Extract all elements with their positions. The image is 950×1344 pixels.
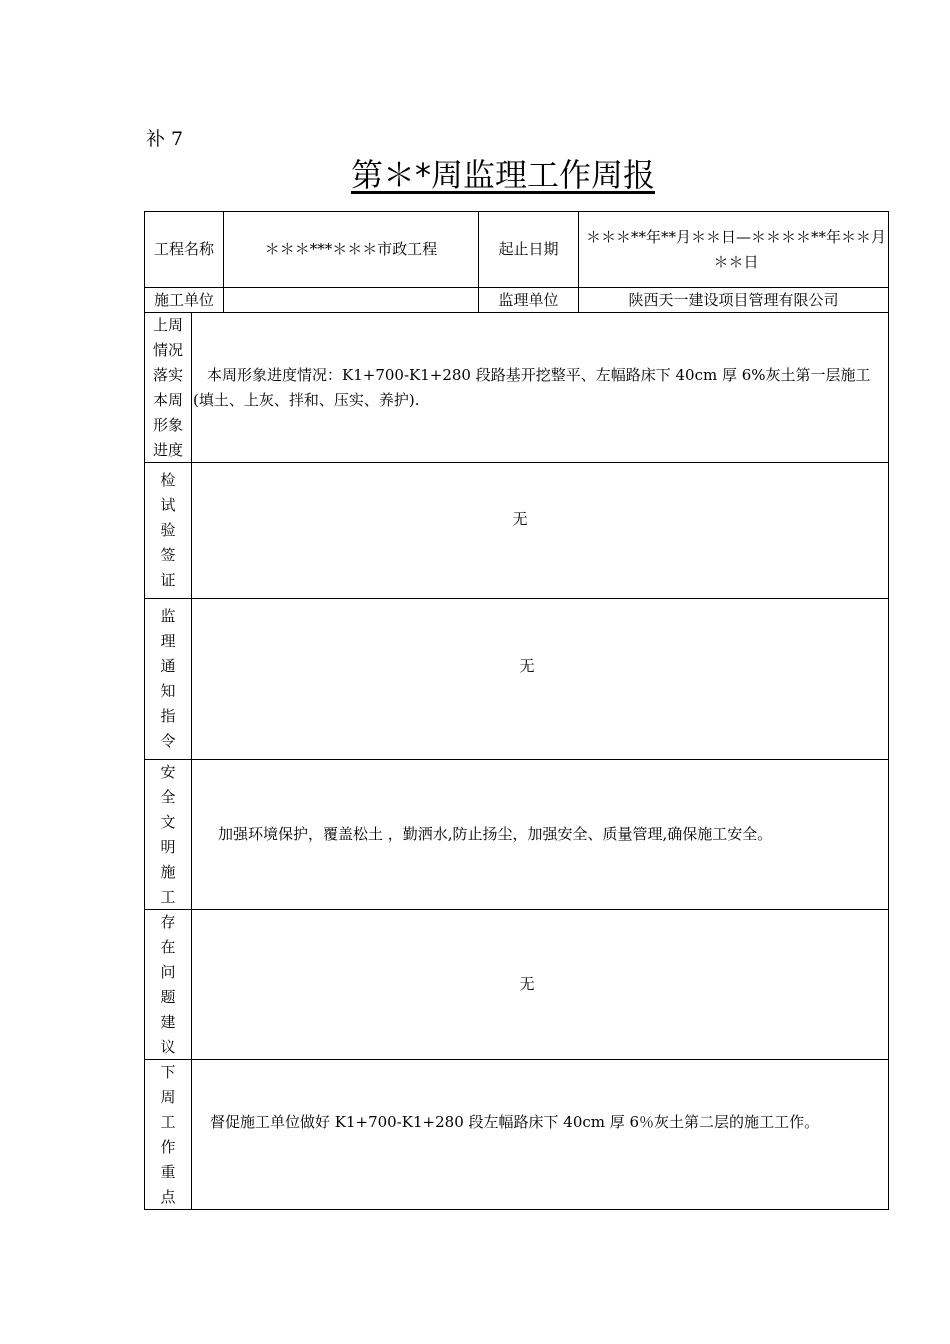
date-range-value: ＊＊＊**年**月＊＊日—＊＊＊＊**年＊＊月＊＊日 <box>586 227 887 271</box>
notice-content: 无 <box>519 657 535 675</box>
project-name-value: ＊＊＊***＊＊＊市政工程 <box>264 240 438 258</box>
section-label: 检 试 验 签 证 <box>160 471 176 589</box>
section-label: 存 在 问 题 建 议 <box>160 912 176 1056</box>
project-name-label: 工程名称 <box>153 240 214 258</box>
progress-content: 本周形象进度情况：K1+700-K1+280 段路基开挖整平、左幅路床下 40cm 厚 6%灰土第一层施工(填土、上灰、拌和、压实、养护). <box>193 365 871 409</box>
section-label: 下 周 工 作 重 点 <box>160 1062 176 1206</box>
page-title: 第＊*周监理工作周报 <box>350 156 655 194</box>
weekly-report-table <box>144 211 889 1210</box>
supervision-unit-value: 陕西天一建设项目管理有限公司 <box>628 290 839 309</box>
construction-unit-label: 施工单位 <box>153 290 214 309</box>
section-label: 监 理 通 知 指 令 <box>160 607 176 750</box>
section-label: 上周 情况 落实 本周 形象 进度 <box>152 315 183 459</box>
construction-unit-value <box>224 288 478 312</box>
issues-content: 无 <box>519 975 535 993</box>
next-week-content: 督促施工单位做好 K1+700-K1+280 段左幅路床下 40cm 厚 6％灰土第二层的施工工作。 <box>210 1112 820 1131</box>
inspection-content: 无 <box>512 509 528 528</box>
date-range-label: 起止日期 <box>498 240 559 258</box>
section-label: 安 全 文 明 施 工 <box>160 762 176 906</box>
supervision-unit-label: 监理单位 <box>498 290 559 309</box>
safety-content: 加强环境保护，覆盖松土 ，勤洒水,防止扬尘，加强安全、质量管理,确保施工安全。 <box>218 825 773 843</box>
document-number: 补 7 <box>146 128 184 150</box>
